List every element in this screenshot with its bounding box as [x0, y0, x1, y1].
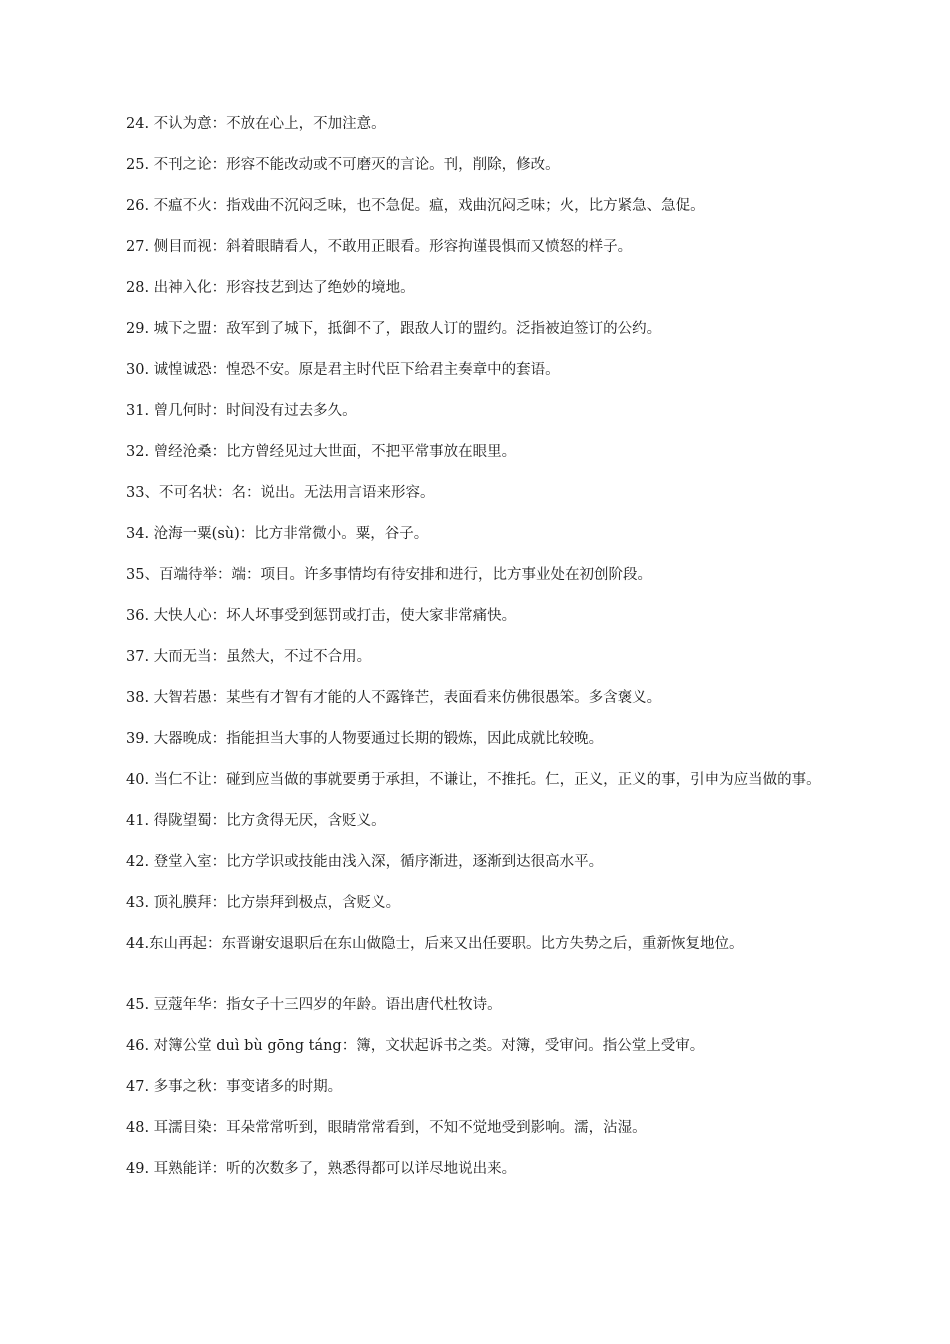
idiom-entry-31: 31. 曾几何时：时间没有过去多久。 — [126, 403, 357, 419]
idiom-entry-39: 39. 大器晚成：指能担当大事的人物要通过长期的锻炼，因此成就比较晚。 — [126, 731, 604, 747]
idiom-entry-47: 47. 多事之秋：事变诸多的时期。 — [126, 1078, 343, 1095]
idiom-entry-30: 30. 诚惶诚恐：惶恐不安。原是君主时代臣下给君主奏章中的套语。 — [126, 362, 560, 378]
idiom-entry-25: 25. 不刊之论：形容不能改动或不可磨灭的言论。刊，削除，修改。 — [126, 157, 560, 173]
idiom-entry-38: 38. 大智若愚：某些有才智有才能的人不露锋芒，表面看来仿佛很愚笨。多含褒义。 — [126, 690, 662, 706]
idiom-entry-26: 26. 不瘟不火：指戏曲不沉闷乏味，也不急促。瘟，戏曲沉闷乏味；火，比方紧急、急促。 — [126, 198, 705, 214]
idiom-entry-32: 32. 曾经沧桑：比方曾经见过大世面，不把平常事放在眼里。 — [126, 444, 517, 460]
idiom-entry-29: 29. 城下之盟：敌军到了城下，抵御不了，跟敌人订的盟约。泛指被迫签订的公约。 — [126, 321, 662, 337]
idiom-entry-27: 27. 侧目而视：斜着眼睛看人，不敢用正眼看。形容拘谨畏惧而又愤怒的样子。 — [126, 239, 633, 255]
idiom-entry-35: 35、百端待举：端：项目。许多事情均有待安排和进行，比方事业处在初创阶段。 — [126, 567, 652, 583]
idiom-entry-45: 45. 豆蔻年华：指女子十三四岁的年龄。语出唐代杜牧诗。 — [126, 996, 502, 1013]
idiom-entry-48: 48. 耳濡目染：耳朵常常听到，眼睛常常看到，不知不觉地受到影响。濡，沾湿。 — [126, 1119, 647, 1136]
idiom-entry-28: 28. 出神入化：形容技艺到达了绝妙的境地。 — [126, 280, 415, 296]
idiom-entry-24: 24. 不认为意：不放在心上，不加注意。 — [126, 116, 386, 132]
idiom-entry-42: 42. 登堂入室：比方学识或技能由浅入深，循序渐进，逐渐到达很高水平。 — [126, 854, 604, 870]
idiom-entry-40: 40. 当仁不让：碰到应当做的事就要勇于承担，不谦让，不推托。仁，正义，正义的事，引申为应当做的事。 — [126, 772, 821, 788]
idiom-list — [126, 114, 838, 1200]
idiom-entry-41: 41. 得陇望蜀：比方贪得无厌，含贬义。 — [126, 813, 386, 829]
idiom-entry-33: 33、不可名状：名：说出。无法用言语来形容。 — [126, 485, 435, 501]
idiom-entry-44: 44.东山再起：东晋谢安退职后在东山做隐士，后来又出任要职。比方失势之后，重新恢复地位。 — [126, 936, 744, 952]
idiom-entry-36: 36. 大快人心：坏人坏事受到惩罚或打击，使大家非常痛快。 — [126, 608, 517, 624]
idiom-entry-34: 34. 沧海一粟(sù)：比方非常微小。粟，谷子。 — [126, 526, 429, 542]
idiom-entry-37: 37. 大而无当：虽然大，不过不合用。 — [126, 649, 372, 665]
idiom-entry-43: 43. 顶礼膜拜：比方崇拜到极点，含贬义。 — [126, 895, 401, 911]
idiom-entry-49: 49. 耳熟能详：听的次数多了，熟悉得都可以详尽地说出来。 — [126, 1160, 517, 1177]
idiom-entry-46: 46. 对簿公堂 duì bù gōng táng：簿，文状起诉书之类。对簿，受审问。指公堂上受审。 — [126, 1037, 705, 1054]
